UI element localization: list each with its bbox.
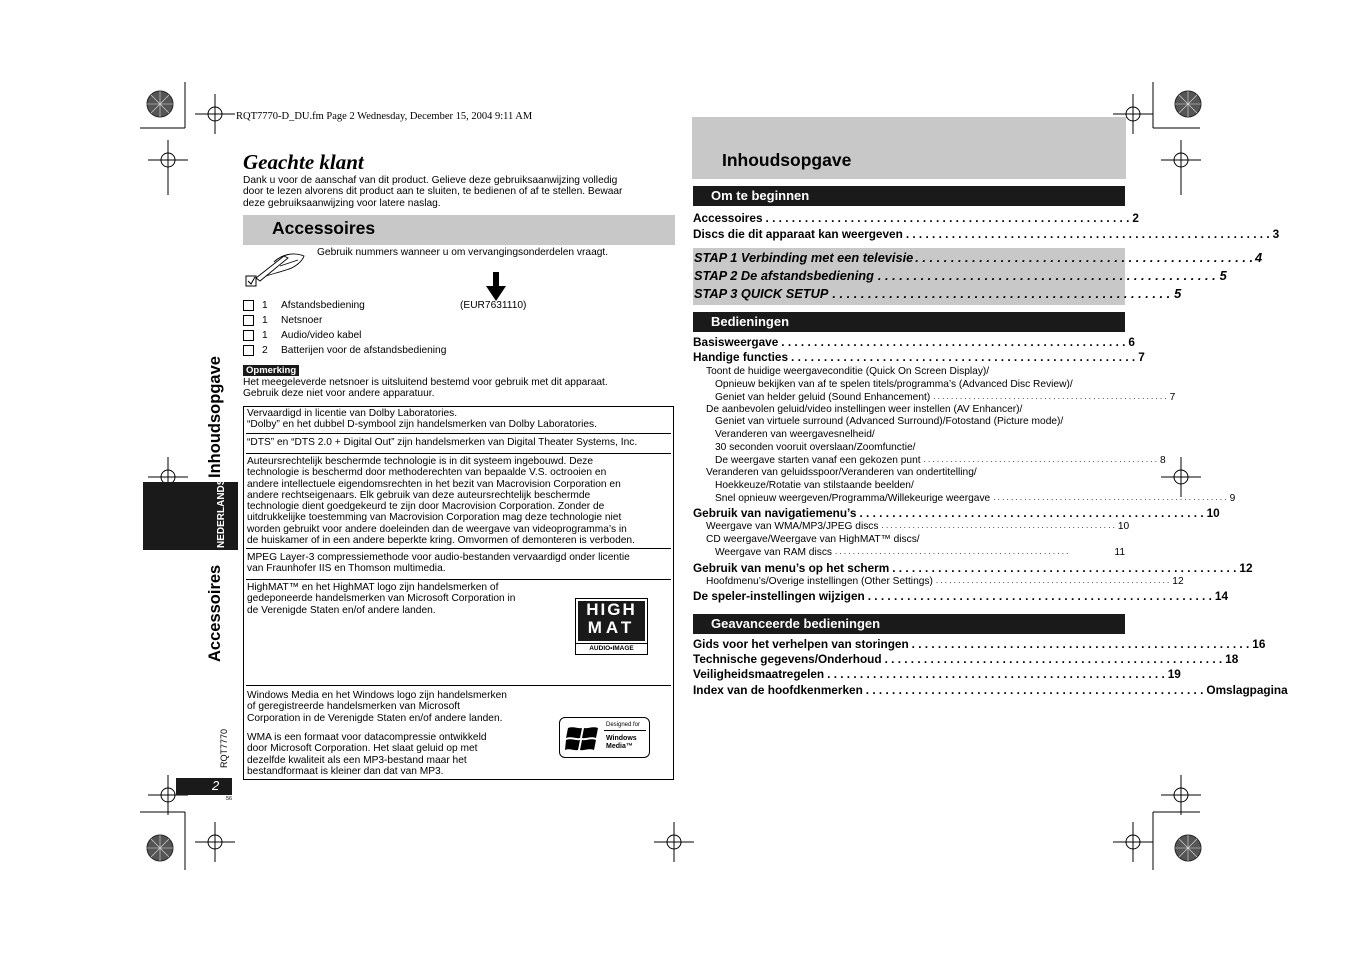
checkbox[interactable] [243,315,254,326]
checkbox[interactable] [243,330,254,341]
greeting-title: Geachte klant [243,150,364,174]
file-header-line: RQT7770-D_DU.fm Page 2 Wednesday, December 15, 2004 9:11 AM [236,111,533,122]
toc-step[interactable]: STAP 1 Verbinding met een televisie . . . . . . . . . . . . . . . . . . . . . . . . . . . . . . . . . . . . . . . . . . . . . . . . 4 [694,250,1263,265]
accessoires-heading: Accessoires [272,218,376,238]
page-sub-number: 56 [226,796,233,802]
hand-pen-icon [244,248,310,290]
section-bedieningen: Bedieningen [693,312,1125,332]
legal-wma: WMA is een formaat voor datacompressie ontwikkeld door Microsoft Corporation. Het slaat geluid op met dezelfde kwaliteit als een MP3-bestand maar het bestandformaat is kleiner dan dat van MP3. [247,732,487,777]
toc-subitem[interactable]: Snel opnieuw weergeven/Programma/Willekeurige weergave . . . . . . . . . . . . . . . . . . . . . . . . . . . . . . . . . . . . . . . . . . . . . . . . . . . . . 9 [715,493,1236,504]
toc-item[interactable]: Gids voor het verhelpen van storingen . . . . . . . . . . . . . . . . . . . . . . . . . . . . . . . . . . . . . . . . . . . . . . . . . . . . 16 [693,637,1266,651]
list-item: 2 Batterijen voor de afstandsbediening [243,343,663,358]
legal-highmat: HighMAT™ en het HighMAT logo zijn handelsmerken of gedeponeerde handelsmerken van Microsoft Corporation in de Verenigde Staten en/of andere landen. [247,582,516,616]
toc-subitem[interactable]: Veranderen van geluidsspoor/Veranderen van ondertitelling/ [706,467,977,478]
checkbox[interactable] [243,300,254,311]
toc-item[interactable]: De speler-instellingen wijzigen . . . . . . . . . . . . . . . . . . . . . . . . . . . . . . . . . . . . . . . . . . . . . . . . . . . . . 14 [693,589,1229,603]
legal-dolby: Vervaardigd in licentie van Dolby Laboratories. “Dolby” en het dubbel D-symbool zijn handelsmerken van Dolby Laboratories. [247,408,597,431]
highmat-logo: HIGH MAT AUDIO•IMAGE [575,598,648,655]
divider [246,433,671,434]
toc-steps [693,248,1263,305]
section-om-te-beginnen: Om te beginnen [693,186,1125,206]
divider [246,579,671,580]
toc-item[interactable]: Index van de hoofdkenmerken . . . . . . . . . . . . . . . . . . . . . . . . . . . . . . . . . . . . . . . . . . . . . . . . . . . . Omslagpagina [693,683,1288,697]
toc-list-start [693,211,1280,243]
intro-text: Dank u voor de aanschaf van dit product. Gelieve deze gebruiksaanwijzing volledig door te lezen alvorens dit product aan te sluiten, te bedienen of af te stellen. Bewaar deze gebruiksaanwijzing voor latere naslag. [243,175,623,209]
toc-item[interactable]: Veiligheidsmaatregelen . . . . . . . . . . . . . . . . . . . . . . . . . . . . . . . . . . . . . . . . . . . . . . . . . . . . 19 [693,667,1181,681]
toc-list-geavanceerd [693,637,1288,699]
windows-media-logo: Designed for Windows Media™ [559,717,650,758]
toc-title: Inhoudsopgave [722,150,852,170]
toc-subitem[interactable]: Toont de huidige weergaveconditie (Quick On Screen Display)/ [706,366,990,377]
accessory-list [243,298,663,358]
windows-flag-icon [565,724,601,754]
toc-item[interactable]: Discs die dit apparaat kan weergeven . . . . . . . . . . . . . . . . . . . . . . . . . . . . . . . . . . . . . . . . . . . . . . . . . . . . . . . . 3 [693,227,1280,241]
accessoires-note: Gebruik nummers wanneer u om vervangingsonderdelen vraagt. [317,247,609,258]
page-number-tab [176,778,232,795]
toc-item[interactable]: Technische gegevens/Onderhoud . . . . . . . . . . . . . . . . . . . . . . . . . . . . . . . . . . . . . . . . . . . . . . . . . . . . 18 [693,652,1239,666]
divider [246,685,671,686]
toc-item[interactable]: Gebruik van menu’s op het scherm . . . . . . . . . . . . . . . . . . . . . . . . . . . . . . . . . . . . . . . . . . . . . . . . . . . . . 12 [693,561,1253,575]
toc-item[interactable]: Gebruik van navigatiemenu’s . . . . . . . . . . . . . . . . . . . . . . . . . . . . . . . . . . . . . . . . . . . . . . . . . . . . . 10 [693,506,1220,520]
toc-subitem[interactable]: Opnieuw bekijken van af te spelen titels/programma’s (Advanced Disc Review)/ [715,379,1073,390]
toc-item[interactable]: Basisweergave . . . . . . . . . . . . . . . . . . . . . . . . . . . . . . . . . . . . . . . . . . . . . . . . . . . . . 6 [693,335,1135,349]
legal-mpeg: MPEG Layer-3 compressiemethode voor audio-bestanden vervaardigd onder licentie van Fraunhofer IIS en Thomson multimedia. [247,552,630,575]
toc-list-bediening [693,335,1253,604]
list-item: 1 Afstandsbediening (EUR7631110) [243,298,663,313]
list-item: 1 Netsnoer [243,313,663,328]
opmerking-badge: Opmerking [243,365,299,376]
legal-windows: Windows Media en het Windows logo zijn handelsmerken of geregistreerde handelsmerken van Microsoft Corporation in de Verenigde Staten en/of andere landen. [247,690,507,724]
toc-subitem[interactable]: Geniet van helder geluid (Sound Enhancement) . . . . . . . . . . . . . . . . . . . . . . . . . . . . . . . . . . . . . . . . . . . . . . . . . . . . . 7 [715,392,1176,403]
toc-subitem[interactable]: Hoekkeuze/Rotatie van stilstaande beelden/ [715,480,914,491]
toc-subitem[interactable]: Weergave van WMA/MP3/JPEG discs . . . . . . . . . . . . . . . . . . . . . . . . . . . . . . . . . . . . . . . . . . . . . . . . . . . . . 10 [706,521,1130,532]
toc-header [692,117,1126,179]
toc-subitem[interactable]: De weergave starten vanaf een gekozen punt . . . . . . . . . . . . . . . . . . . . . . . . . . . . . . . . . . . . . . . . . . . . . . . . . . . . . 8 [715,455,1166,466]
list-item: 1 Audio/video kabel [243,328,663,343]
page-number: 2 [212,778,220,793]
divider [246,548,671,549]
legal-macrovision: Auteursrechtelijk beschermde technologie is in dit systeem ingebouwd. Deze technologie is beschermd door methoderechten van bepaalde V.S. octrooien en andere intellectuele eigendomsrechten in het bezit van Macrovision Corporation en andere rechtseigenaars. Elk gebruik van deze auteursrechtelijk beschermde technologie dient goedgekeurd te zijn door Macrovision Corporation. Zonder de uitdrukkelijke toestemming van Macrovision Corporation mag deze technologie niet worden gebruikt voor andere doeleinden dan de weergave van videoprogramma’s in de huiskamer of in een andere beperkte kring. Omvormen of demonteren is verboden. [247,456,635,547]
toc-subitem[interactable]: 30 seconden vooruit overslaan/Zoomfunctie/ [715,442,916,453]
toc-step[interactable]: STAP 2 De afstandsbediening . . . . . . . . . . . . . . . . . . . . . . . . . . . . . . . . . . . . . . . . . . . . . . . . 5 [694,268,1227,283]
toc-subitem[interactable]: Veranderen van weergavesnelheid/ [715,429,875,440]
legal-dts: “DTS” en “DTS 2.0 + Digital Out” zijn handelsmerken van Digital Theater Systems, Inc. [247,437,638,448]
toc-subitem[interactable]: De aanbevolen geluid/video instellingen weer instellen (AV Enhancer)/ [706,404,1023,415]
side-tab-language: NEDERLANDS [216,478,227,548]
toc-subitem[interactable]: CD weergave/Weergave van HighMAT™ discs/ [706,534,920,545]
toc-item[interactable]: Handige functies . . . . . . . . . . . . . . . . . . . . . . . . . . . . . . . . . . . . . . . . . . . . . . . . . . . . . 7 [693,350,1145,364]
toc-subitem[interactable]: Hoofdmenu’s/Overige instellingen (Other Settings) . . . . . . . . . . . . . . . . . . . . . . . . . . . . . . . . . . . . . . . . . . . . . . . . . . . . . 12 [706,576,1184,587]
toc-item[interactable]: Accessoires . . . . . . . . . . . . . . . . . . . . . . . . . . . . . . . . . . . . . . . . . . . . . . . . . . . . . . . . 2 [693,211,1139,225]
section-geavanceerd: Geavanceerde bedieningen [693,614,1125,634]
accessoires-header [243,215,675,245]
toc-subitem[interactable]: Weergave van RAM discs . . . . . . . . . . . . . . . . . . . . . . . . . . . . . . . . . . . . . . . . . . . . . . . . . . . . . 11 [715,547,1125,558]
checkbox[interactable] [243,345,254,356]
toc-subitem[interactable]: Geniet van virtuele surround (Advanced Surround)/Fotostand (Picture mode)/ [715,416,1064,427]
opmerking-text: Het meegeleverde netsnoer is uitsluitend bestemd voor gebruik met dit apparaat. Gebruik deze niet voor andere apparatuur. [243,377,608,400]
toc-step[interactable]: STAP 3 QUICK SETUP . . . . . . . . . . . . . . . . . . . . . . . . . . . . . . . . . . . . . . . . . . . . . . . . 5 [694,286,1182,301]
divider [246,453,671,454]
